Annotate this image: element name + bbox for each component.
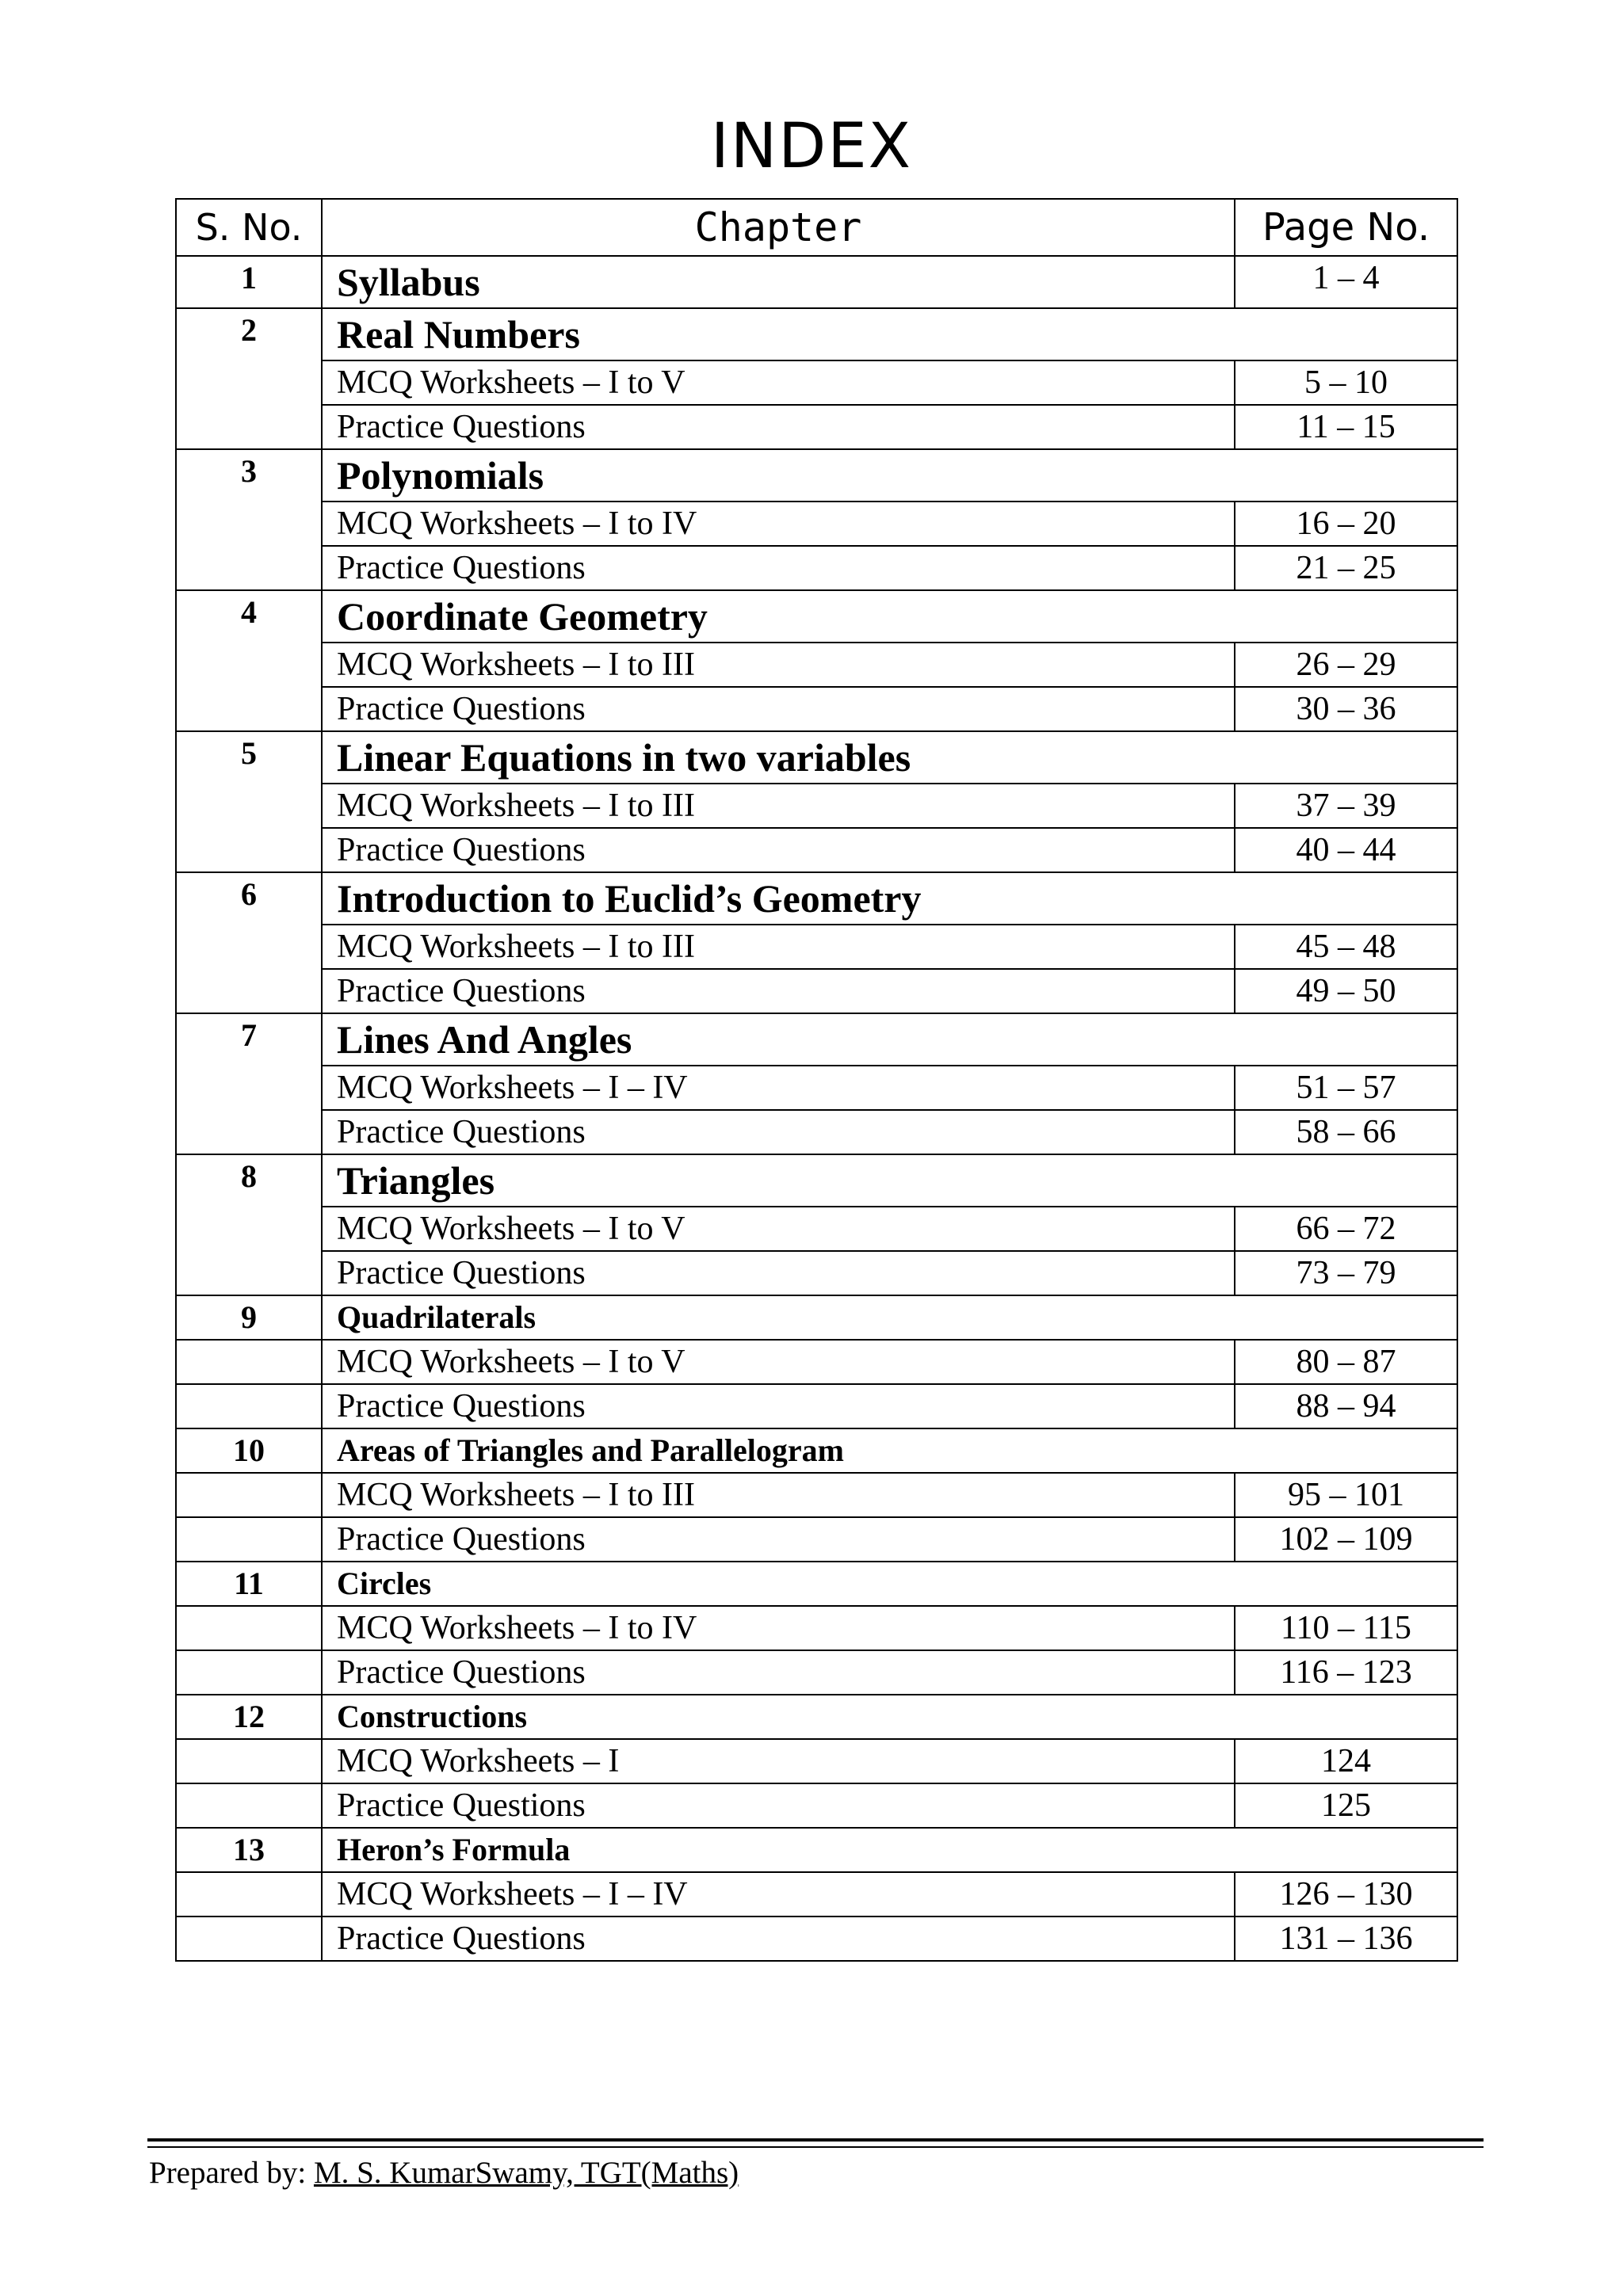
- page-range: 126 – 130: [1235, 1872, 1457, 1917]
- item-label: Practice Questions: [322, 1110, 1235, 1154]
- list-item: [176, 1207, 1457, 1251]
- empty-cell: [176, 1917, 322, 1961]
- list-item: [176, 687, 1457, 731]
- item-label: MCQ Worksheets – I: [322, 1739, 1235, 1783]
- item-label: Practice Questions: [322, 687, 1235, 731]
- page-range: 88 – 94: [1235, 1384, 1457, 1428]
- chapter-row: [176, 308, 1457, 360]
- list-item: [176, 360, 1457, 405]
- page-range: 66 – 72: [1235, 1207, 1457, 1251]
- item-label: Practice Questions: [322, 546, 1235, 590]
- list-item: [176, 784, 1457, 828]
- footer: [149, 2155, 739, 2191]
- item-label: Practice Questions: [322, 1517, 1235, 1562]
- empty-cell: [176, 1340, 322, 1384]
- chapter-title: Triangles: [322, 1154, 1457, 1207]
- page-range: 45 – 48: [1235, 925, 1457, 969]
- page-range: 124: [1235, 1739, 1457, 1783]
- footer-author: M. S. KumarSwamy, TGT(Maths): [313, 2156, 739, 2190]
- list-item: [176, 1066, 1457, 1110]
- list-item: [176, 1251, 1457, 1295]
- list-item: [176, 828, 1457, 872]
- empty-cell: [176, 1606, 322, 1650]
- list-item: [176, 1473, 1457, 1517]
- chapter-title: Heron’s Formula: [322, 1828, 1457, 1872]
- chapter-title: Circles: [322, 1562, 1457, 1606]
- chapter-row: [176, 256, 1457, 308]
- item-label: Practice Questions: [322, 1650, 1235, 1695]
- item-label: MCQ Worksheets – I to III: [322, 1473, 1235, 1517]
- item-label: Practice Questions: [322, 969, 1235, 1013]
- empty-cell: [176, 1650, 322, 1695]
- page-range: 11 – 15: [1235, 405, 1457, 449]
- chapter-title: Coordinate Geometry: [322, 590, 1457, 643]
- list-item: [176, 502, 1457, 546]
- list-item: [176, 643, 1457, 687]
- item-label: MCQ Worksheets – I to III: [322, 784, 1235, 828]
- item-label: MCQ Worksheets – I to III: [322, 925, 1235, 969]
- empty-cell: [176, 1739, 322, 1783]
- list-item: [176, 925, 1457, 969]
- chapter-title: Introduction to Euclid’s Geometry: [322, 872, 1457, 925]
- index-body: [176, 256, 1457, 1961]
- chapter-row: [176, 590, 1457, 643]
- page-range: 5 – 10: [1235, 360, 1457, 405]
- list-item: [176, 1517, 1457, 1562]
- chapter-number: 8: [176, 1154, 322, 1295]
- chapter-number: 12: [176, 1695, 322, 1739]
- list-item: [176, 1783, 1457, 1828]
- item-label: MCQ Worksheets – I to V: [322, 1207, 1235, 1251]
- chapter-title: Constructions: [322, 1695, 1457, 1739]
- empty-cell: [176, 1783, 322, 1828]
- header-sno: S. No.: [176, 199, 322, 256]
- chapter-title: Quadrilaterals: [322, 1295, 1457, 1340]
- item-label: Practice Questions: [322, 828, 1235, 872]
- page-range: 1 – 4: [1235, 256, 1457, 308]
- chapter-title: Lines And Angles: [322, 1013, 1457, 1066]
- item-label: MCQ Worksheets – I to IV: [322, 502, 1235, 546]
- page-range: 49 – 50: [1235, 969, 1457, 1013]
- chapter-number: 3: [176, 449, 322, 590]
- list-item: [176, 1650, 1457, 1695]
- chapter-title: Areas of Triangles and Parallelogram: [322, 1428, 1457, 1473]
- chapter-number: 4: [176, 590, 322, 731]
- empty-cell: [176, 1384, 322, 1428]
- chapter-row: [176, 1828, 1457, 1872]
- page-range: 95 – 101: [1235, 1473, 1457, 1517]
- page-title: INDEX: [710, 111, 913, 182]
- chapter-row: [176, 449, 1457, 502]
- chapter-number: 7: [176, 1013, 322, 1154]
- header-page: Page No.: [1235, 199, 1457, 256]
- empty-cell: [176, 1517, 322, 1562]
- page-range: 16 – 20: [1235, 502, 1457, 546]
- list-item: [176, 546, 1457, 590]
- item-label: Practice Questions: [322, 405, 1235, 449]
- footer-divider: [147, 2146, 1484, 2148]
- list-item: [176, 1110, 1457, 1154]
- page-range: 51 – 57: [1235, 1066, 1457, 1110]
- list-item: [176, 1739, 1457, 1783]
- chapter-number: 2: [176, 308, 322, 449]
- chapter-title: Real Numbers: [322, 308, 1457, 360]
- chapter-row: [176, 731, 1457, 784]
- page-range: 21 – 25: [1235, 546, 1457, 590]
- chapter-row: [176, 872, 1457, 925]
- item-label: MCQ Worksheets – I – IV: [322, 1872, 1235, 1917]
- chapter-number: 13: [176, 1828, 322, 1872]
- page-range: 37 – 39: [1235, 784, 1457, 828]
- item-label: MCQ Worksheets – I to V: [322, 1340, 1235, 1384]
- page-range: 125: [1235, 1783, 1457, 1828]
- chapter-title: Linear Equations in two variables: [322, 731, 1457, 784]
- list-item: [176, 969, 1457, 1013]
- list-item: [176, 1606, 1457, 1650]
- empty-cell: [176, 1872, 322, 1917]
- list-item: [176, 1872, 1457, 1917]
- page-range: 80 – 87: [1235, 1340, 1457, 1384]
- item-label: MCQ Worksheets – I to III: [322, 643, 1235, 687]
- item-label: MCQ Worksheets – I to IV: [322, 1606, 1235, 1650]
- page-range: 116 – 123: [1235, 1650, 1457, 1695]
- item-label: Practice Questions: [322, 1251, 1235, 1295]
- chapter-number: 6: [176, 872, 322, 1013]
- page-range: 40 – 44: [1235, 828, 1457, 872]
- index-table: [175, 198, 1458, 1962]
- list-item: [176, 1340, 1457, 1384]
- item-label: MCQ Worksheets – I – IV: [322, 1066, 1235, 1110]
- page-range: 73 – 79: [1235, 1251, 1457, 1295]
- item-label: Practice Questions: [322, 1783, 1235, 1828]
- header-chapter: Chapter: [322, 199, 1235, 256]
- chapter-title: Syllabus: [322, 256, 1235, 308]
- item-label: Practice Questions: [322, 1384, 1235, 1428]
- item-label: MCQ Worksheets – I to V: [322, 360, 1235, 405]
- chapter-row: [176, 1295, 1457, 1340]
- chapter-row: [176, 1013, 1457, 1066]
- chapter-row: [176, 1428, 1457, 1473]
- list-item: [176, 1384, 1457, 1428]
- chapter-row: [176, 1154, 1457, 1207]
- page-range: 58 – 66: [1235, 1110, 1457, 1154]
- table-header-row: [176, 199, 1457, 256]
- chapter-row: [176, 1562, 1457, 1606]
- list-item: [176, 1917, 1457, 1961]
- chapter-number: 9: [176, 1295, 322, 1340]
- footer-divider: [147, 2138, 1484, 2142]
- chapter-title: Polynomials: [322, 449, 1457, 502]
- chapter-row: [176, 1695, 1457, 1739]
- chapter-number: 1: [176, 256, 322, 308]
- page-range: 26 – 29: [1235, 643, 1457, 687]
- footer-prefix: Prepared by:: [149, 2156, 314, 2190]
- item-label: Practice Questions: [322, 1917, 1235, 1961]
- chapter-number: 11: [176, 1562, 322, 1606]
- page-range: 30 – 36: [1235, 687, 1457, 731]
- page-range: 131 – 136: [1235, 1917, 1457, 1961]
- chapter-number: 10: [176, 1428, 322, 1473]
- chapter-number: 5: [176, 731, 322, 872]
- list-item: [176, 405, 1457, 449]
- empty-cell: [176, 1473, 322, 1517]
- page-range: 110 – 115: [1235, 1606, 1457, 1650]
- page-range: 102 – 109: [1235, 1517, 1457, 1562]
